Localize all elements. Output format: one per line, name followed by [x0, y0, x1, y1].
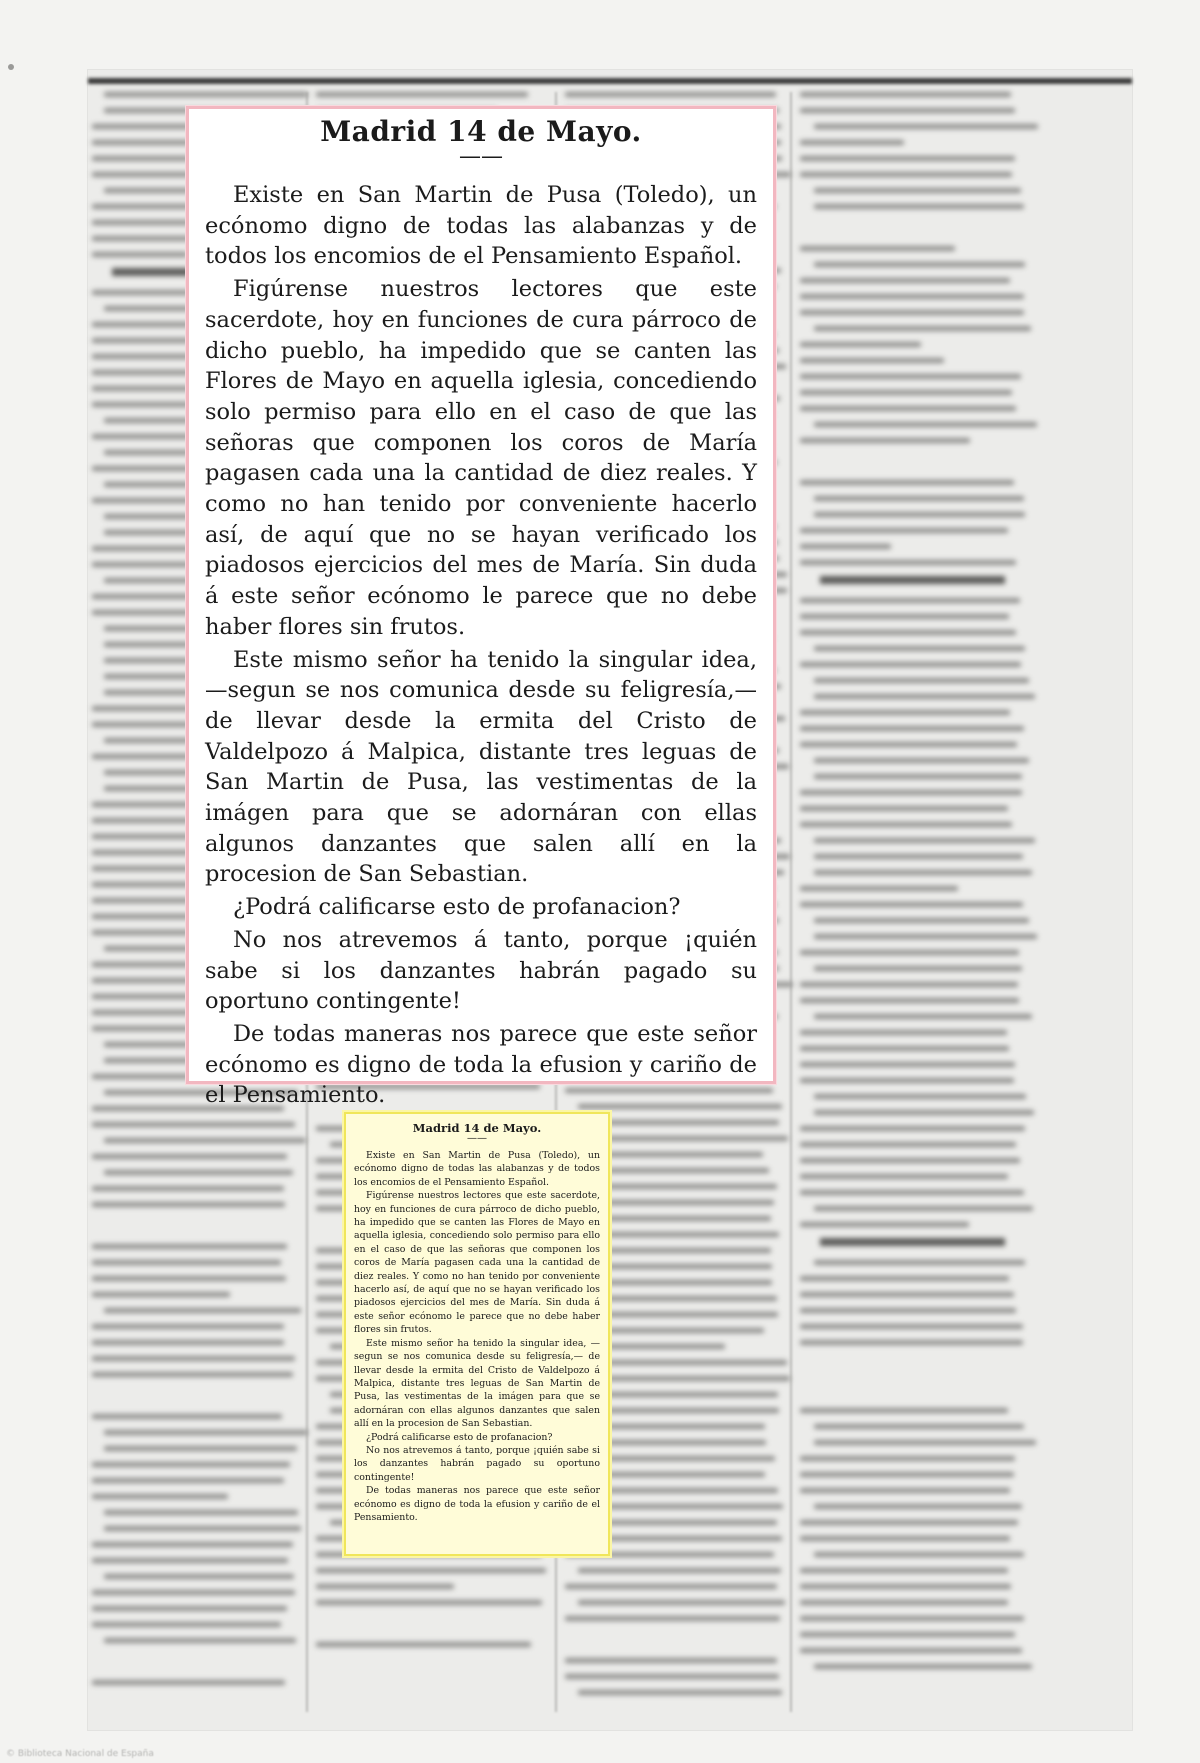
- background-text-line: [92, 1654, 297, 1680]
- background-text-line: [92, 1356, 295, 1361]
- background-text-line: [800, 614, 1009, 619]
- column-rule: [790, 92, 792, 1712]
- background-text-line: [92, 1414, 282, 1419]
- background-text-line: [800, 528, 1008, 533]
- background-text-line: [800, 822, 1012, 827]
- background-text-line: [92, 1244, 287, 1249]
- title-separator: ——: [459, 144, 503, 169]
- background-text-line: [800, 886, 958, 891]
- background-text-line: [92, 370, 192, 375]
- background-text-line: [565, 1584, 777, 1589]
- background-text-line: [800, 1078, 1014, 1083]
- highlighted-article-inset: [344, 1112, 610, 1556]
- background-text-line: [814, 1504, 1022, 1509]
- inset-paragraph: De todas maneras nos parece que este señor ecónomo es digno de toda la efusion y cariño de el Pensamiento.: [354, 1485, 600, 1523]
- background-text-line: [800, 998, 1019, 1003]
- background-text-line: [800, 544, 891, 549]
- background-text-line: [565, 92, 776, 97]
- background-text-line: [800, 1568, 1008, 1573]
- background-text-line: [814, 1110, 1034, 1115]
- background-text-line: [800, 950, 1019, 955]
- article-paragraph: De todas maneras nos parece que este señor ecónomo es digno de toda la efusion y cariño de el Pensamiento.: [205, 1020, 757, 1109]
- background-text-line: [800, 1062, 1015, 1067]
- article-paragraph: Este mismo señor ha tenido la singular idea, —segun se nos comunica desde su feligresía,— de llevar desde la ermita del Cristo de Valdelpozo á Malpica, distante tres leguas de San Martin de Pusa, las vestimentas de la imágen para que se adornáran con ellas algunos danzantes que salen allí en la procesion de San Sebastian.: [205, 646, 757, 888]
- background-text-line: [800, 1340, 1023, 1345]
- background-text-line: [565, 1632, 780, 1658]
- background-text-line: [814, 1260, 1025, 1265]
- background-text-line: [800, 438, 970, 443]
- background-text-line: [104, 92, 308, 97]
- background-text-line: [104, 1574, 293, 1579]
- background-text-line: [814, 854, 1023, 859]
- background-text-line: [578, 1690, 782, 1695]
- background-text-line: [92, 1154, 287, 1159]
- article-body: [205, 180, 757, 1111]
- background-text-line: [800, 108, 1015, 113]
- background-text-line: [104, 1170, 293, 1175]
- article-paragraph: ¿Podrá calificarse esto de profanacion?: [233, 894, 681, 921]
- background-text-line: [92, 1260, 281, 1265]
- background-text-line: [800, 342, 921, 347]
- inset-paragraph: No nos atrevemos á tanto, porque ¡quién sabe si los danzantes habrán pagado su oportuno contingente!: [354, 1444, 600, 1483]
- background-text-line: [814, 1014, 1033, 1019]
- background-text-line: [800, 1536, 1010, 1541]
- background-text-line: [800, 1308, 1016, 1313]
- background-text-line: [800, 1356, 1025, 1382]
- background-text-line: [578, 1568, 781, 1573]
- background-text-line: [92, 1622, 281, 1627]
- background-text-line: [800, 1142, 1016, 1147]
- background-text-line: [814, 838, 1035, 843]
- background-text-line: [565, 1616, 780, 1621]
- background-text-line: [800, 140, 904, 145]
- background-text-line: [92, 1680, 285, 1685]
- background-text-line: [800, 1126, 1025, 1131]
- background-text-line: [820, 1238, 1005, 1246]
- background-text-line: [800, 246, 955, 251]
- background-text-line: [800, 1408, 1008, 1413]
- inset-body: [354, 1149, 600, 1524]
- article-paragraph: Existe en San Martin de Pusa (Toledo), un ecónomo digno de todas las alabanzas y de todos los encomios de el Pensamiento Español.: [205, 182, 757, 270]
- background-text-line: [316, 1600, 542, 1605]
- background-text-line: [814, 1552, 1024, 1557]
- background-text-line: [92, 1292, 230, 1297]
- background-text-line: [92, 1202, 285, 1207]
- background-text-line: [800, 1520, 1018, 1525]
- background-text-line: [104, 1308, 301, 1313]
- background-text-line: [800, 1472, 1014, 1477]
- inset-paragraph: ¿Podrá calificarse esto de profanacion?: [366, 1431, 553, 1443]
- background-text-line: [814, 326, 1032, 331]
- background-text-line: [800, 1584, 1011, 1589]
- background-text-line: [814, 496, 1024, 501]
- inset-paragraph: Este mismo señor ha tenido la singular idea, —segun se nos comunica desde su feligresía,— de llevar desde la ermita del Cristo de Valdelpozo á Malpica, distante tres leguas de San Martin de Pusa, las vestimentas de la imágen para que se adornáran con ellas algunos danzantes que salen allí en la procesion de San Sebastian.: [354, 1337, 600, 1430]
- article-paragraph: No nos atrevemos á tanto, porque ¡quién sabe si los danzantes habrán pagado su oportuno contingente!: [205, 926, 757, 1015]
- background-text-line: [814, 774, 1023, 779]
- background-text-line: [800, 1382, 1025, 1408]
- background-text-line: [92, 802, 195, 807]
- background-text-line: [814, 1424, 1024, 1429]
- inset-paragraph: Existe en San Martin de Pusa (Toledo), un ecónomo digno de todas las alabanzas y de todos los encomios de el Pensamiento Español.: [354, 1150, 600, 1188]
- background-text-line: [565, 1674, 779, 1679]
- background-text-line: [92, 1218, 297, 1244]
- background-text-line: [92, 1340, 284, 1345]
- background-text-line: [800, 480, 1014, 485]
- background-text-line: [92, 252, 188, 257]
- background-text-line: [92, 1590, 295, 1595]
- background-text-line: [316, 1568, 546, 1573]
- background-text-line: [800, 630, 1016, 635]
- background-text-line: [814, 758, 1030, 763]
- article-paragraph: Figúrense nuestros lectores que este sacerdote, hoy en funciones de cura párroco de dicho pueblo, ha impedido que se canten las Flores de Mayo en aquella iglesia, concediendo solo permiso para ello en el caso de que las señoras que componen los coros de María pagasen cada una la cantidad de diez reales. Y como no han tenido por conveniente hacerlo así, de aquí que no se hayan verificado los piadosos ejercicios del mes de María. Sin duda á este señor ecónomo le parece que no debe haber flores sin frutos.: [205, 276, 757, 640]
- background-text-line: [800, 156, 1015, 161]
- background-text-line: [800, 560, 1016, 565]
- background-text-line: [316, 1584, 454, 1589]
- background-text-line: [800, 726, 1024, 731]
- background-text-line: [814, 694, 1035, 699]
- background-text-line: [104, 1526, 301, 1531]
- background-text-line: [92, 1494, 228, 1499]
- background-text-line: [800, 710, 1010, 715]
- background-text-line: [814, 966, 1022, 971]
- background-text-line: [92, 1558, 288, 1563]
- background-text-line: [800, 358, 944, 363]
- inset-title: Madrid 14 de Mayo.: [412, 1121, 542, 1135]
- background-text-line: [104, 1430, 308, 1435]
- background-text-line: [800, 790, 1022, 795]
- background-text-line: [814, 1664, 1032, 1669]
- background-text-line: [104, 1138, 305, 1143]
- background-text-line: [800, 662, 1021, 667]
- background-column-4: [800, 92, 1025, 1712]
- background-text-line: [800, 1600, 1008, 1605]
- background-text-line: [92, 1122, 295, 1127]
- background-text-line: [104, 1446, 297, 1451]
- background-text-line: [800, 1030, 1007, 1035]
- background-text-line: [316, 1642, 531, 1647]
- background-text-line: [800, 1324, 1023, 1329]
- background-text-line: [104, 1510, 297, 1515]
- background-text-line: [800, 390, 1012, 395]
- background-text-line: [92, 1462, 290, 1467]
- background-text-line: [800, 806, 1008, 811]
- page-top-rule: [88, 78, 1132, 84]
- background-text-line: [800, 220, 1025, 246]
- background-text-line: [814, 870, 1032, 875]
- background-text-line: [814, 422, 1037, 427]
- background-text-line: [814, 262, 1025, 267]
- background-text-line: [814, 934, 1038, 939]
- background-text-line: [316, 1616, 546, 1642]
- background-text-line: [814, 678, 1030, 683]
- background-text-line: [316, 92, 528, 97]
- background-text-line: [92, 1478, 284, 1483]
- background-text-line: [800, 1456, 1015, 1461]
- background-text-line: [814, 512, 1026, 517]
- background-text-line: [800, 406, 1016, 411]
- background-text-line: [800, 1158, 1020, 1163]
- background-text-line: [800, 1174, 1008, 1179]
- background-text-line: [578, 1600, 786, 1605]
- background-text-line: [814, 918, 1030, 923]
- background-text-line: [800, 598, 1020, 603]
- background-text-line: [800, 902, 1023, 907]
- background-text-line: [800, 92, 1011, 97]
- background-text-line: [800, 172, 1012, 177]
- background-text-line: [800, 1648, 1022, 1653]
- background-text-line: [800, 742, 1017, 747]
- inset-separator: ——: [467, 1133, 487, 1144]
- margin-mark: [8, 64, 14, 70]
- background-text-line: [814, 204, 1024, 209]
- background-text-line: [104, 1638, 296, 1643]
- background-text-line: [800, 294, 1024, 299]
- background-text-line: [814, 1440, 1036, 1445]
- background-text-line: [92, 1388, 297, 1414]
- background-text-line: [92, 1372, 293, 1377]
- background-text-line: [92, 1606, 287, 1611]
- background-text-line: [800, 1632, 1015, 1637]
- background-text-line: [814, 646, 1026, 651]
- background-text-line: [800, 1616, 1024, 1621]
- background-text-line: [92, 1324, 284, 1329]
- background-text-line: [92, 1186, 284, 1191]
- background-text-line: [800, 1222, 969, 1227]
- background-text-line: [800, 454, 1025, 480]
- background-text-line: [800, 1488, 1010, 1493]
- background-text-line: [800, 278, 1010, 283]
- background-text-line: [800, 982, 1018, 987]
- background-text-line: [814, 124, 1038, 129]
- background-text-line: [814, 1206, 1034, 1211]
- background-text-line: [92, 1542, 293, 1547]
- background-text-line: [800, 1292, 1014, 1297]
- background-text-line: [92, 1276, 286, 1281]
- inset-paragraph: Figúrense nuestros lectores que este sacerdote, hoy en funciones de cura párroco de dicho pueblo, ha impedido que se canten las Flores de Mayo en aquella iglesia, concediendo solo permiso para ello en el caso de que las señoras que componen los coros de María pagasen cada una la cantidad de diez reales. Y como no han tenido por conveniente hacerlo así, de aquí que no se hayan verificado los piadosos ejercicios del mes de María. Sin duda á este señor ecónomo le parece que no debe haber flores sin frutos.: [354, 1190, 600, 1336]
- background-text-line: [820, 576, 1005, 584]
- background-text-line: [800, 1276, 1009, 1281]
- zoomed-article: [186, 106, 776, 1109]
- article-title: Madrid 14 de Mayo.: [320, 115, 642, 148]
- background-text-line: [800, 374, 1021, 379]
- background-text-line: [800, 1190, 1024, 1195]
- background-text-line: [814, 1094, 1027, 1099]
- library-credit: © Biblioteca Nacional de España: [6, 1749, 154, 1759]
- background-text-line: [565, 1658, 777, 1663]
- background-text-line: [814, 188, 1022, 193]
- background-text-line: [800, 310, 1024, 315]
- background-text-line: [800, 1046, 1009, 1051]
